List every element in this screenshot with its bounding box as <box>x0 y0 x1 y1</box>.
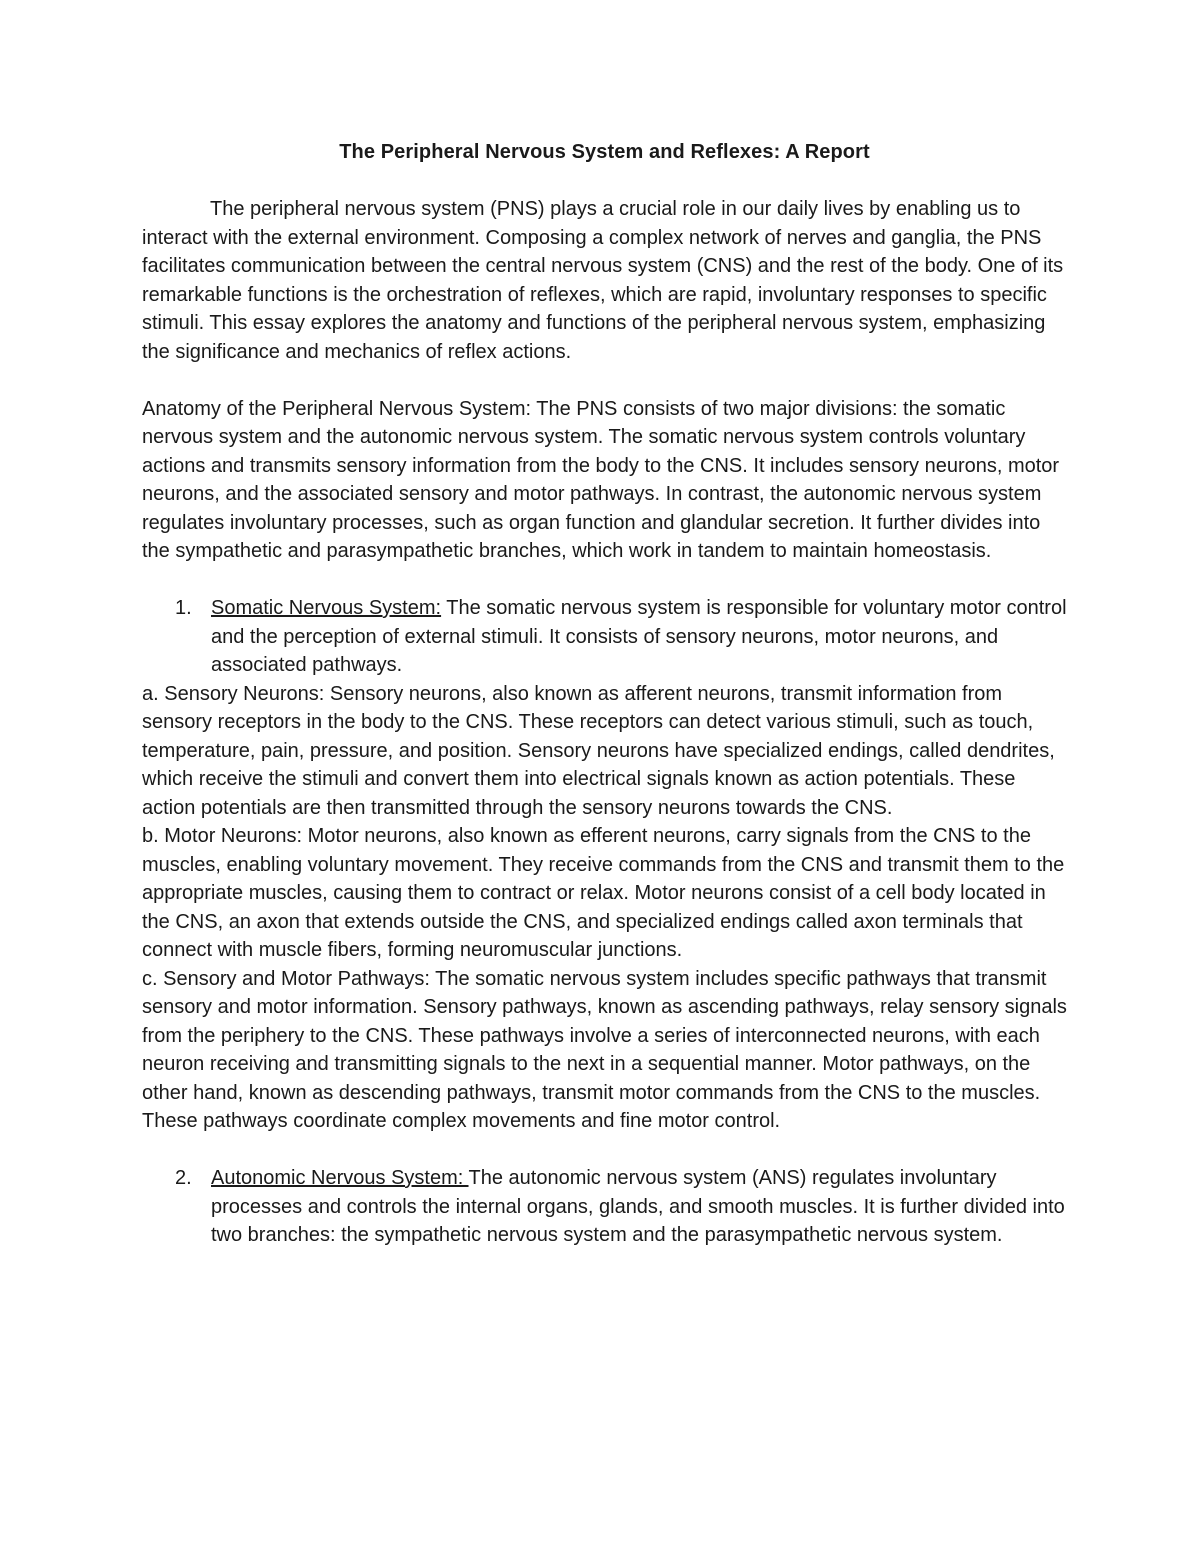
list-number: 2. <box>175 1167 192 1189</box>
list-item-autonomic <box>142 1164 1067 1250</box>
paragraph-spacer <box>142 366 1067 395</box>
anatomy-paragraph: Anatomy of the Peripheral Nervous System: The PNS consists of two major divisions: the somatic nervous system and the autonomic nervous system. The somatic nervous system controls voluntary actions and transmits sensory information from the body to the CNS. It includes sensory neurons, motor neurons, and the associated sensory and motor pathways. In contrast, the autonomic nervous system regulates involuntary processes, such as organ function and glandular secretion. It further divides into the sympathetic and parasympathetic branches, which work in tandem to maintain homeostasis. <box>142 397 1060 562</box>
list-text: The autonomic nervous system (ANS) regulates involuntary processes and controls the internal organs, glands, and smooth muscles. It is further divided into two branches: the sympathetic nervous system and the parasympathetic nervous system. <box>211 1167 1065 1246</box>
paragraph-spacer <box>142 1136 1067 1165</box>
list-number: 1. <box>175 597 192 619</box>
document-body <box>142 138 1067 1250</box>
motor-neurons-paragraph: b. Motor Neurons: Motor neurons, also known as efferent neurons, carry signals from the CNS to the muscles, enabling voluntary movement. They receive commands from the CNS and transmit them to the appropriate muscles, causing them to contract or relax. Motor neurons consist of a cell body located in the CNS, an axon that extends outside the CNS, and specialized endings called axon terminals that connect with muscle fibers, forming neuromuscular junctions. <box>142 825 1065 961</box>
sensory-neurons-paragraph: a. Sensory Neurons: Sensory neurons, also known as afferent neurons, transmit information from sensory receptors in the body to the CNS. These receptors can detect various stimuli, such as touch, temperature, pain, pressure, and position. Sensory neurons have specialized endings, called dendrites, which receive the stimuli and convert them into electrical signals known as action potentials. These action potentials are then transmitted through the sensory neurons towards the CNS. <box>142 682 1055 819</box>
list-heading: Autonomic Nervous System: <box>211 1167 469 1189</box>
list-heading: Somatic Nervous System: <box>211 597 442 619</box>
list-item-somatic <box>142 594 1067 680</box>
intro-paragraph: The peripheral nervous system (PNS) plays a crucial role in our daily lives by enabling us to interact with the external environment. Composing a complex network of nerves and ganglia, the PNS facilitates communication between the central nervous system (CNS) and the rest of the body. One of its remarkable functions is the orchestration of reflexes, which are rapid, involuntary responses to specific stimuli. This essay explores the anatomy and functions of the peripheral nervous system, emphasizing the significance and mechanics of reflex actions. <box>142 198 1064 363</box>
document-title: The Peripheral Nervous System and Reflexes: A Report <box>339 141 870 163</box>
paragraph-spacer <box>142 566 1067 595</box>
list-text: The somatic nervous system is responsible for voluntary motor control and the perception of external stimuli. It consists of sensory neurons, motor neurons, and associated pathways. <box>211 597 1067 676</box>
pathways-paragraph: c. Sensory and Motor Pathways: The somatic nervous system includes specific pathways that transmit sensory and motor information. Sensory pathways, known as ascending pathways, relay sensory signals from the periphery to the CNS. These pathways involve a series of interconnected neurons, with each neuron receiving and transmitting signals to the next in a sequential manner. Motor pathways, on the other hand, known as descending pathways, transmit motor commands from the CNS to the muscles. These pathways coordinate complex movements and fine motor control. <box>142 967 1067 1132</box>
